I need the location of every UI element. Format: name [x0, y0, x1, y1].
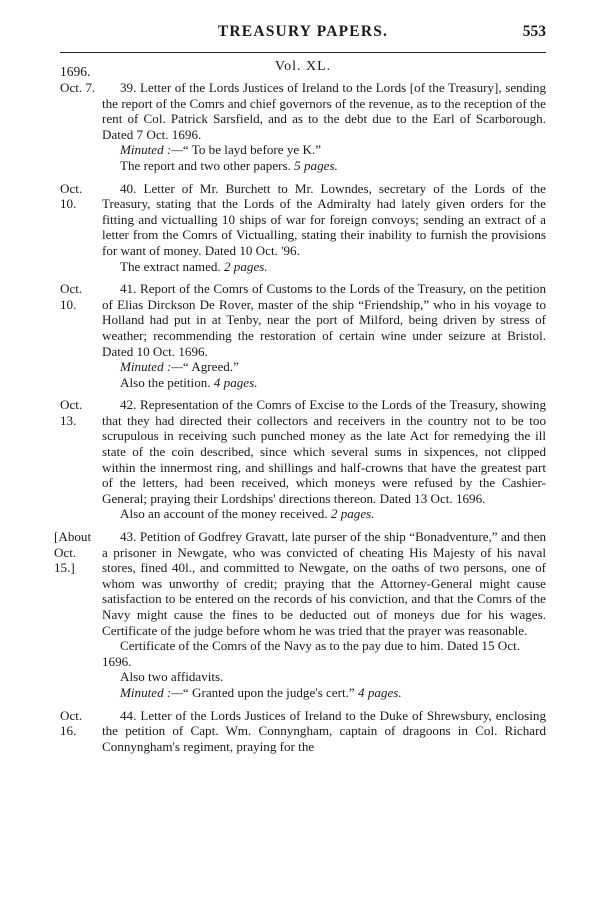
entry-text: 39. Letter of the Lords Justices of Ireland to the Lords [of the Treasury], sending the report of the Comrs and chief governors of the revenue, as to the reception of the rent of Col. Patrick Sarsfield, and as to the debt due to the Earl of Scarborough. Dated 7 Oct. 1696.: [102, 80, 546, 142]
entry-date: Oct. 7.: [60, 80, 96, 95]
entry-text: 44. Letter of the Lords Justices of Ireland to the Duke of Shrewsbury, enclosing the petition of Capt. Wm. Connyngham, captain of dragoons in Col. Richard Connyngham's regiment, praying for the: [102, 707, 546, 754]
entry-date: Oct. 16.: [60, 707, 83, 739]
volume-heading: Vol. XL.: [274, 59, 332, 74]
minuted-text: “ Agreed.”: [182, 359, 239, 375]
entry-enclosure: [102, 506, 546, 522]
entry-minute: [102, 359, 546, 375]
minuted-label: Minuted :—: [120, 142, 183, 158]
enclosure-text: The extract named.: [120, 258, 221, 274]
page-count: 4 pages.: [358, 684, 402, 700]
page-header: [60, 22, 546, 53]
page-count: 2 pages.: [330, 506, 375, 522]
enclosure-text: Also the petition.: [120, 374, 211, 390]
entry-enclosure: [102, 259, 546, 275]
enclosure-text: Also an account of the money received.: [120, 506, 328, 522]
entry-41: [60, 281, 546, 390]
entry-39: [60, 80, 546, 174]
page-count: 4 pages.: [213, 374, 258, 390]
page-number: 553: [522, 23, 546, 40]
entry-43: [54, 529, 546, 701]
entry-text: 43. Petition of Godfrey Gravatt, late purser of the ship “Bonadventure,” and then a prisoner in Newgate, who was convicted of cheating His Majesty of his naval stores, fined 40l., and committed to Newgate, on the oaths of two persons, one of whom was unworthy of credit; praying that the Attorney-General might cause satisfaction to be entered on the records of his conviction, and that the Comrs of the Navy might cause the fines to be deducted out of moneys due for his wages. Certificate of the judge before whom he was tried that the prayer was reasonable.: [102, 529, 546, 638]
entry-minute: [102, 685, 546, 701]
entries-list: [54, 80, 546, 761]
minuted-label: Minuted :—: [120, 359, 183, 375]
entry-minute: [102, 142, 546, 158]
enclosure-text: The report and two other papers.: [120, 157, 291, 173]
entry-enclosure: [102, 375, 546, 391]
entry-text: 41. Report of the Comrs of Customs to the Lords of the Treasury, on the petition of Elias Dirckson De Rover, master of the ship “Friendship,” who in his voyage to Holland had put in at Tenby, near the port of Milford, being driven by stress of weather; recommending the restoration of certain wine under seizure at Bristol. Dated 10 Oct. 1696.: [102, 281, 546, 359]
entry-text: 42. Representation of the Comrs of Excise to the Lords of the Treasury, showing that they had directed their collectors and receivers in the country not to be too scrupulous in receiving such punched money as the late Act for remedying the ill state of the coin described, since which several sums in sixpences, not clipped within the innermost ring, and shillings and half-crowns that have the greatest part of the letters, had been received, which moneys were refused by the Cashier-General; praying their Lordships' directions thereon. Dated 13 Oct. 1696.: [102, 397, 546, 506]
entry-date: Oct. 10.: [60, 180, 83, 212]
entry-date: Oct. 13.: [60, 397, 83, 428]
page-count: 5 pages.: [294, 157, 338, 173]
year-marker: 1696.: [60, 64, 91, 79]
entry-date: [About Oct. 15.]: [54, 529, 92, 576]
entry-date: Oct. 10.: [60, 281, 83, 312]
minuted-label: Minuted :—: [120, 684, 183, 700]
entry-extra: Certificate of the Comrs of the Navy as to the pay due to him. Dated 15 Oct. 1696.: [102, 638, 520, 669]
entry-text: 40. Letter of Mr. Burchett to Mr. Lowndes, secretary of the Lords of the Treasury, stating that the Lords of the Admiralty had lately given orders for the fitting and victualling 10 ships of war for foreign convoys; sending an extract of a letter from the Comrs of Victualling, stating their inability to furnish the provisions for want of money. Dated 10 Oct. '96.: [102, 180, 546, 258]
page-count: 2 pages.: [223, 258, 268, 274]
entry-40: [60, 181, 546, 275]
entry-enclosure: [102, 158, 546, 174]
minuted-text: “ Granted upon the judge's cert.”: [182, 684, 355, 700]
minuted-text: “ To be layd before ye K.”: [182, 142, 322, 158]
entry-44: [60, 708, 546, 755]
entry-42: [60, 397, 546, 522]
entry-enclosure: Also two affidavits.: [120, 669, 224, 685]
running-title: TREASURY PAPERS.: [217, 23, 389, 40]
